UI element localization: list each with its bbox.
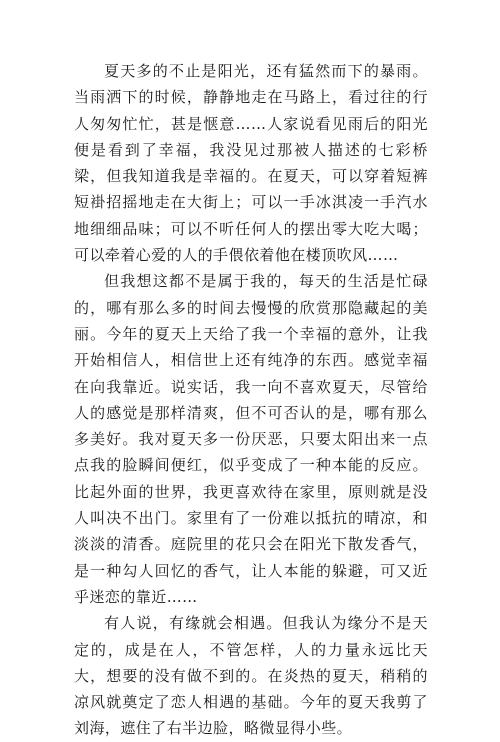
paragraph-1: 夏天多的不止是阳光，还有猛然而下的暴雨。当雨洒下的时候，静静地走在马路上，看过往的行人匆匆忙忙，甚是惬意……人家说看见雨后的阳光便是看到了幸福，我没见过那被人描述的七彩桥梁，但我知道我是幸福的。在夏天，可以穿着短裤短褂招摇地走在大街上；可以一手冰淇凌一手汽水地细细品味；可以不听任何人的摆出零大吃大喝；可以牵着心爱的人的手偎依着他在楼顶吹风…… (74, 62, 428, 265)
paragraph-3: 有人说，有缘就会相遇。但我认为缘分不是天定的，成是在人，不管怎样，人的力量永远比天大，想要的没有做不到的。在炎热的夏天，稍稍的凉风就奠定了恋人相遇的基础。今年的夏天我剪了刘海，遮住了右半边脸，略微显得小些。 (74, 614, 428, 738)
paragraph-2: 但我想这都不是属于我的，每天的生活是忙碌的，哪有那么多的时间去慢慢的欣赏那隐藏起的美丽。今年的夏天上天给了我一个幸福的意外，让我开始相信人，相信世上还有纯净的东西。感觉幸福在向我靠近。说实话，我一向不喜欢夏天，尽管给人的感觉是那样清爽，但不可否认的是，哪有那么多美好。我对夏天多一份厌恶，只要太阳出来一点点我的脸瞬间便红，似乎变成了一种本能的反应。比起外面的世界，我更喜欢待在家里，原则就是没人叫决不出门。家里有了一份难以抵抗的晴凉，和淡淡的清香。庭院里的花只会在阳光下散发香气，是一种勾人回忆的香气，让人本能的躲避，可又近乎迷恋的靠近…… (74, 272, 428, 606)
document-body (74, 58, 428, 742)
